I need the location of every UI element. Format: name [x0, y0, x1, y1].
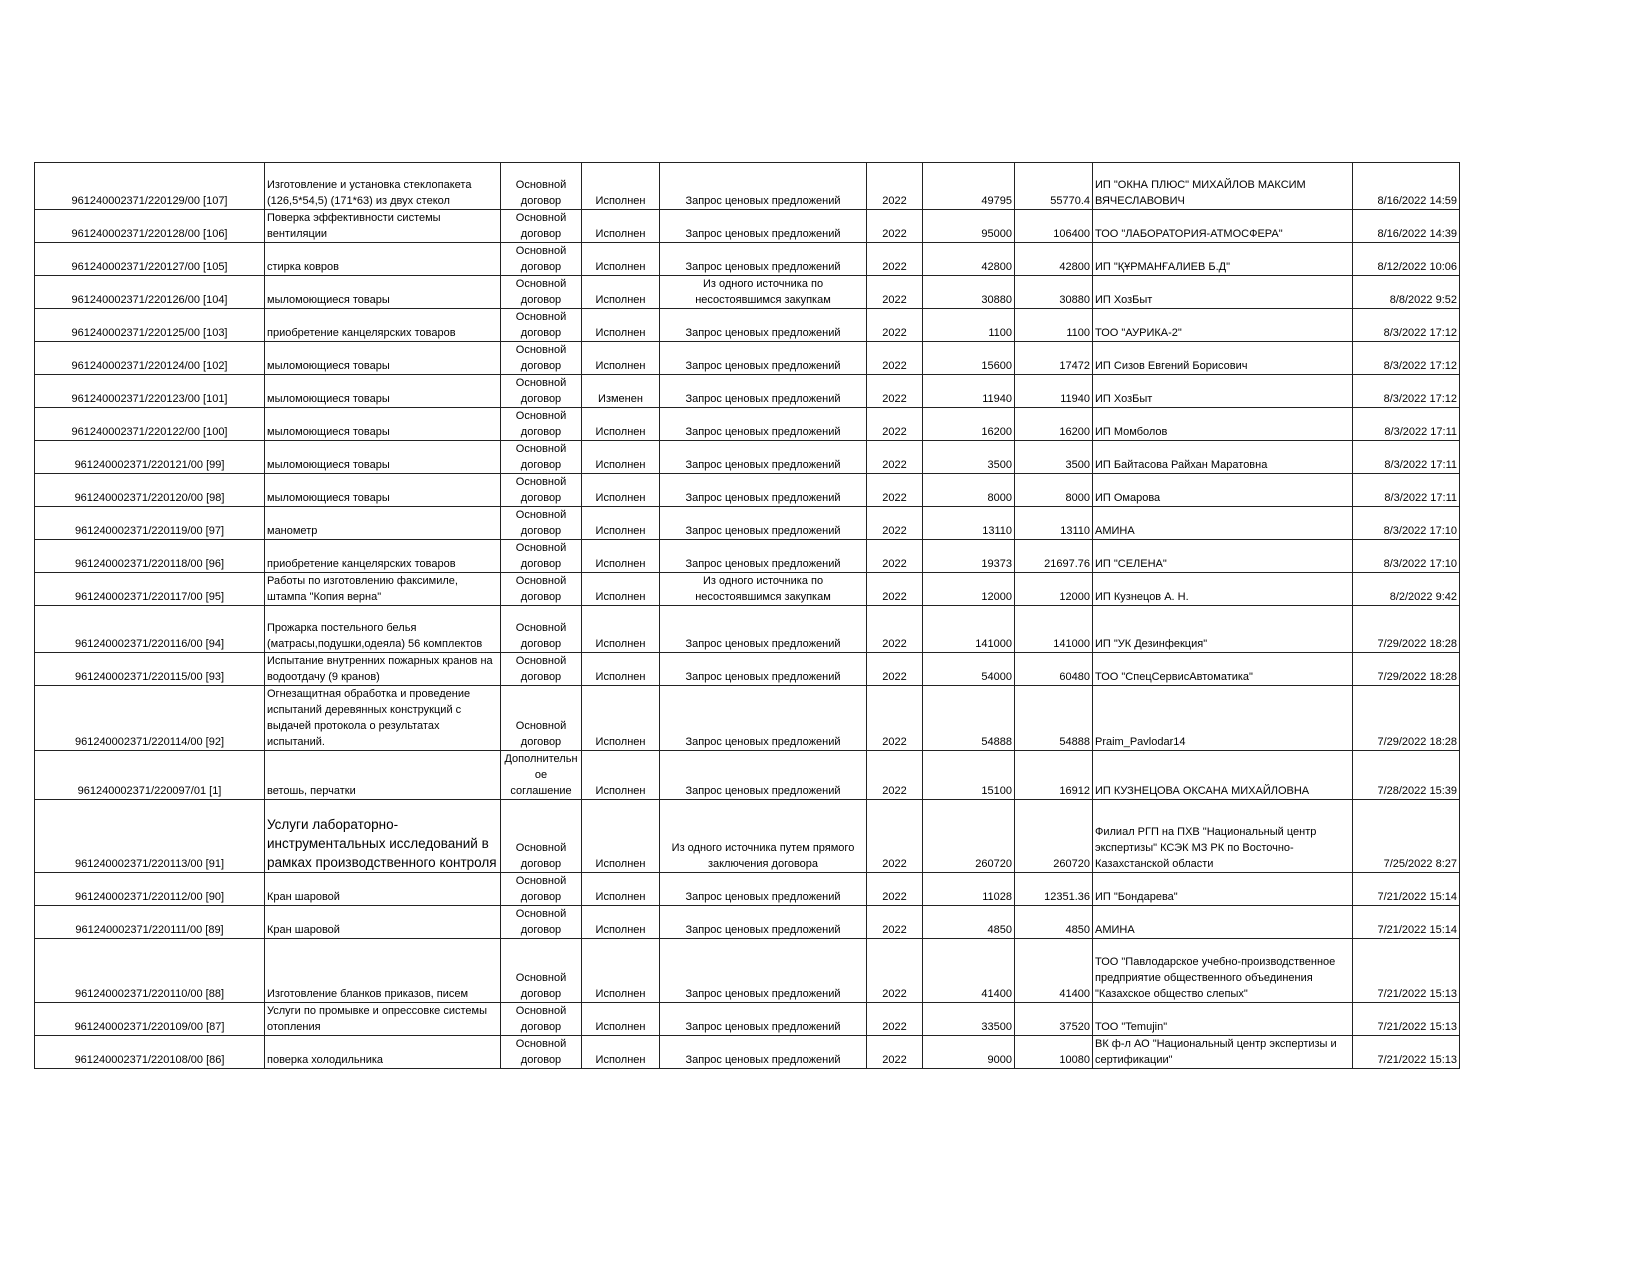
cell-year: 2022	[867, 342, 923, 375]
cell-year: 2022	[867, 408, 923, 441]
cell-procurement-method: Запрос ценовых предложений	[660, 375, 867, 408]
cell-date: 8/3/2022 17:11	[1353, 441, 1460, 474]
cell-status: Исполнен	[582, 474, 660, 507]
cell-contract-type: Основной договор	[501, 276, 582, 309]
cell-subject: стирка ковров	[265, 243, 501, 276]
cell-year: 2022	[867, 606, 923, 653]
cell-amount: 42800	[923, 243, 1015, 276]
cell-subject: мыломоющиеся товары	[265, 375, 501, 408]
cell-amount-with-vat: 54888	[1015, 686, 1093, 751]
cell-amount-with-vat: 3500	[1015, 441, 1093, 474]
cell-supplier: ТОО "Павлодарское учебно-производственное предприятие общественного объединения "Казахское общество слепых"	[1093, 939, 1353, 1003]
cell-amount-with-vat: 42800	[1015, 243, 1093, 276]
cell-contract-type: Дополнительное соглашение	[501, 751, 582, 800]
table-row	[35, 939, 1460, 1003]
cell-subject: приобретение канцелярских товаров	[265, 540, 501, 573]
cell-year: 2022	[867, 573, 923, 606]
cell-subject: мыломоющиеся товары	[265, 342, 501, 375]
cell-amount-with-vat: 16912	[1015, 751, 1093, 800]
cell-year: 2022	[867, 474, 923, 507]
cell-amount: 8000	[923, 474, 1015, 507]
table-row	[35, 507, 1460, 540]
cell-procurement-method: Из одного источника по несостоявшимся закупкам	[660, 276, 867, 309]
cell-supplier: ИП "ҚҰРМАНҒАЛИЕВ Б.Д"	[1093, 243, 1353, 276]
table-row	[35, 1036, 1460, 1069]
cell-supplier: ВК ф-л АО "Национальный центр экспертизы и сертификации"	[1093, 1036, 1353, 1069]
cell-supplier: ИП Момболов	[1093, 408, 1353, 441]
cell-year: 2022	[867, 507, 923, 540]
cell-contract-number: 961240002371/220120/00 [98]	[35, 474, 265, 507]
cell-year: 2022	[867, 1003, 923, 1036]
cell-subject: мыломоющиеся товары	[265, 441, 501, 474]
cell-subject: Испытание внутренних пожарных кранов на водоотдачу (9 кранов)	[265, 653, 501, 686]
cell-subject: поверка холодильника	[265, 1036, 501, 1069]
cell-contract-number: 961240002371/220113/00 [91]	[35, 800, 265, 873]
cell-procurement-method: Запрос ценовых предложений	[660, 540, 867, 573]
cell-contract-number: 961240002371/220121/00 [99]	[35, 441, 265, 474]
cell-date: 8/3/2022 17:10	[1353, 507, 1460, 540]
cell-contract-number: 961240002371/220097/01 [1]	[35, 751, 265, 800]
cell-date: 7/29/2022 18:28	[1353, 686, 1460, 751]
cell-contract-type: Основной договор	[501, 939, 582, 1003]
table-row	[35, 243, 1460, 276]
cell-status: Исполнен	[582, 606, 660, 653]
cell-date: 8/12/2022 10:06	[1353, 243, 1460, 276]
cell-subject: мыломоющиеся товары	[265, 276, 501, 309]
cell-amount-with-vat: 12351.36	[1015, 873, 1093, 906]
cell-amount: 95000	[923, 210, 1015, 243]
cell-procurement-method: Запрос ценовых предложений	[660, 873, 867, 906]
cell-contract-number: 961240002371/220114/00 [92]	[35, 686, 265, 751]
cell-amount: 260720	[923, 800, 1015, 873]
cell-year: 2022	[867, 1036, 923, 1069]
cell-date: 7/29/2022 18:28	[1353, 606, 1460, 653]
cell-supplier: ТОО "Temujin"	[1093, 1003, 1353, 1036]
cell-date: 8/16/2022 14:59	[1353, 163, 1460, 210]
table-body	[35, 163, 1460, 1069]
cell-amount: 30880	[923, 276, 1015, 309]
cell-supplier: ТОО "СпецСервисАвтоматика"	[1093, 653, 1353, 686]
cell-amount: 13110	[923, 507, 1015, 540]
cell-contract-type: Основной договор	[501, 573, 582, 606]
cell-year: 2022	[867, 653, 923, 686]
cell-supplier: ИП ХозБыт	[1093, 375, 1353, 408]
cell-status: Исполнен	[582, 441, 660, 474]
cell-status: Исполнен	[582, 686, 660, 751]
cell-amount-with-vat: 60480	[1015, 653, 1093, 686]
cell-status: Исполнен	[582, 408, 660, 441]
cell-amount-with-vat: 16200	[1015, 408, 1093, 441]
cell-amount-with-vat: 4850	[1015, 906, 1093, 939]
table-row	[35, 210, 1460, 243]
cell-subject: Кран шаровой	[265, 906, 501, 939]
table-row	[35, 408, 1460, 441]
cell-contract-type: Основной договор	[501, 243, 582, 276]
table-row	[35, 800, 1460, 873]
cell-amount: 4850	[923, 906, 1015, 939]
contracts-table	[34, 162, 1460, 1069]
cell-supplier: ИП Кузнецов А. Н.	[1093, 573, 1353, 606]
cell-amount: 12000	[923, 573, 1015, 606]
table-row	[35, 441, 1460, 474]
cell-status: Исполнен	[582, 906, 660, 939]
table-row	[35, 540, 1460, 573]
cell-contract-type: Основной договор	[501, 906, 582, 939]
cell-contract-type: Основной договор	[501, 653, 582, 686]
cell-subject: Поверка эффективности системы вентиляции	[265, 210, 501, 243]
cell-supplier: АМИНА	[1093, 507, 1353, 540]
cell-contract-type: Основной договор	[501, 375, 582, 408]
table-row	[35, 751, 1460, 800]
cell-supplier: ИП "УК Дезинфекция"	[1093, 606, 1353, 653]
cell-status: Исполнен	[582, 210, 660, 243]
cell-amount-with-vat: 13110	[1015, 507, 1093, 540]
cell-contract-number: 961240002371/220129/00 [107]	[35, 163, 265, 210]
cell-amount: 19373	[923, 540, 1015, 573]
table-row	[35, 873, 1460, 906]
cell-status: Исполнен	[582, 1036, 660, 1069]
cell-procurement-method: Запрос ценовых предложений	[660, 686, 867, 751]
cell-procurement-method: Из одного источника путем прямого заключения договора	[660, 800, 867, 873]
cell-supplier: ИП "ОКНА ПЛЮС" МИХАЙЛОВ МАКСИМ ВЯЧЕСЛАВОВИЧ	[1093, 163, 1353, 210]
cell-procurement-method: Запрос ценовых предложений	[660, 751, 867, 800]
cell-status: Исполнен	[582, 939, 660, 1003]
cell-procurement-method: Из одного источника по несостоявшимся закупкам	[660, 573, 867, 606]
cell-status: Исполнен	[582, 342, 660, 375]
cell-year: 2022	[867, 309, 923, 342]
cell-subject: ветошь, перчатки	[265, 751, 501, 800]
cell-status: Исполнен	[582, 751, 660, 800]
cell-year: 2022	[867, 540, 923, 573]
cell-procurement-method: Запрос ценовых предложений	[660, 1036, 867, 1069]
table-row	[35, 653, 1460, 686]
table-row	[35, 606, 1460, 653]
cell-supplier: ТОО "ЛАБОРАТОРИЯ-АТМОСФЕРА"	[1093, 210, 1353, 243]
cell-amount-with-vat: 17472	[1015, 342, 1093, 375]
cell-status: Исполнен	[582, 540, 660, 573]
cell-year: 2022	[867, 939, 923, 1003]
cell-contract-number: 961240002371/220119/00 [97]	[35, 507, 265, 540]
cell-contract-type: Основной договор	[501, 540, 582, 573]
cell-contract-number: 961240002371/220111/00 [89]	[35, 906, 265, 939]
cell-date: 8/3/2022 17:11	[1353, 408, 1460, 441]
cell-status: Исполнен	[582, 507, 660, 540]
cell-supplier: ИП Омарова	[1093, 474, 1353, 507]
cell-amount-with-vat: 21697.76	[1015, 540, 1093, 573]
cell-subject: мыломоющиеся товары	[265, 474, 501, 507]
cell-contract-type: Основной договор	[501, 686, 582, 751]
cell-supplier: ИП Байтасова Райхан Маратовна	[1093, 441, 1353, 474]
table-row	[35, 474, 1460, 507]
cell-contract-number: 961240002371/220118/00 [96]	[35, 540, 265, 573]
table-row	[35, 573, 1460, 606]
cell-year: 2022	[867, 873, 923, 906]
cell-amount: 1100	[923, 309, 1015, 342]
cell-procurement-method: Запрос ценовых предложений	[660, 906, 867, 939]
cell-year: 2022	[867, 276, 923, 309]
cell-contract-type: Основной договор	[501, 1003, 582, 1036]
cell-amount: 49795	[923, 163, 1015, 210]
cell-supplier: ИП Сизов Евгений Борисович	[1093, 342, 1353, 375]
cell-date: 7/29/2022 18:28	[1353, 653, 1460, 686]
cell-contract-type: Основной договор	[501, 441, 582, 474]
table-row	[35, 276, 1460, 309]
cell-amount-with-vat: 260720	[1015, 800, 1093, 873]
cell-status: Исполнен	[582, 309, 660, 342]
cell-procurement-method: Запрос ценовых предложений	[660, 309, 867, 342]
cell-date: 7/21/2022 15:14	[1353, 906, 1460, 939]
cell-status: Исполнен	[582, 1003, 660, 1036]
cell-subject: Кран шаровой	[265, 873, 501, 906]
cell-status: Изменен	[582, 375, 660, 408]
cell-amount-with-vat: 12000	[1015, 573, 1093, 606]
cell-amount: 11028	[923, 873, 1015, 906]
cell-subject: мыломоющиеся товары	[265, 408, 501, 441]
cell-year: 2022	[867, 800, 923, 873]
cell-year: 2022	[867, 210, 923, 243]
cell-supplier: ИП "СЕЛЕНА"	[1093, 540, 1353, 573]
cell-date: 8/3/2022 17:11	[1353, 474, 1460, 507]
cell-amount: 141000	[923, 606, 1015, 653]
cell-supplier: ИП КУЗНЕЦОВА ОКСАНА МИХАЙЛОВНА	[1093, 751, 1353, 800]
cell-date: 8/3/2022 17:12	[1353, 375, 1460, 408]
cell-contract-number: 961240002371/220109/00 [87]	[35, 1003, 265, 1036]
cell-procurement-method: Запрос ценовых предложений	[660, 441, 867, 474]
cell-subject: Услуги лабораторно-инструментальных исследований в рамках производственного контроля	[265, 800, 501, 873]
cell-amount-with-vat: 141000	[1015, 606, 1093, 653]
cell-contract-number: 961240002371/220126/00 [104]	[35, 276, 265, 309]
cell-contract-type: Основной договор	[501, 408, 582, 441]
table-row	[35, 163, 1460, 210]
cell-amount-with-vat: 37520	[1015, 1003, 1093, 1036]
cell-amount-with-vat: 10080	[1015, 1036, 1093, 1069]
cell-status: Исполнен	[582, 873, 660, 906]
cell-amount-with-vat: 11940	[1015, 375, 1093, 408]
cell-amount: 16200	[923, 408, 1015, 441]
cell-year: 2022	[867, 375, 923, 408]
cell-subject: приобретение канцелярских товаров	[265, 309, 501, 342]
table-row	[35, 375, 1460, 408]
cell-procurement-method: Запрос ценовых предложений	[660, 653, 867, 686]
cell-year: 2022	[867, 906, 923, 939]
cell-amount-with-vat: 55770.4	[1015, 163, 1093, 210]
cell-contract-type: Основной договор	[501, 873, 582, 906]
cell-contract-number: 961240002371/220122/00 [100]	[35, 408, 265, 441]
cell-date: 7/21/2022 15:13	[1353, 1036, 1460, 1069]
cell-year: 2022	[867, 163, 923, 210]
cell-date: 8/3/2022 17:10	[1353, 540, 1460, 573]
cell-subject: Прожарка постельного белья (матрасы,подушки,одеяла) 56 комплектов	[265, 606, 501, 653]
cell-subject: Изготовление и установка стеклопакета (126,5*54,5) (171*63) из двух стекол	[265, 163, 501, 210]
cell-amount: 41400	[923, 939, 1015, 1003]
cell-procurement-method: Запрос ценовых предложений	[660, 507, 867, 540]
cell-contract-type: Основной договор	[501, 1036, 582, 1069]
cell-amount: 9000	[923, 1036, 1015, 1069]
cell-contract-type: Основной договор	[501, 474, 582, 507]
cell-date: 8/2/2022 9:42	[1353, 573, 1460, 606]
cell-procurement-method: Запрос ценовых предложений	[660, 342, 867, 375]
cell-procurement-method: Запрос ценовых предложений	[660, 606, 867, 653]
cell-supplier: ТОО "АУРИКА-2"	[1093, 309, 1353, 342]
table-row	[35, 686, 1460, 751]
table-row	[35, 342, 1460, 375]
cell-subject: Огнезащитная обработка и проведение испытаний деревянных конструкций с выдачей протокола о результатах испытаний.	[265, 686, 501, 751]
cell-procurement-method: Запрос ценовых предложений	[660, 474, 867, 507]
cell-status: Исполнен	[582, 653, 660, 686]
cell-amount: 3500	[923, 441, 1015, 474]
cell-date: 7/21/2022 15:14	[1353, 873, 1460, 906]
cell-status: Исполнен	[582, 243, 660, 276]
cell-contract-number: 961240002371/220116/00 [94]	[35, 606, 265, 653]
cell-supplier: ИП "Бондарева"	[1093, 873, 1353, 906]
table-row	[35, 906, 1460, 939]
cell-procurement-method: Запрос ценовых предложений	[660, 1003, 867, 1036]
cell-contract-number: 961240002371/220115/00 [93]	[35, 653, 265, 686]
cell-amount-with-vat: 8000	[1015, 474, 1093, 507]
cell-year: 2022	[867, 441, 923, 474]
cell-supplier: АМИНА	[1093, 906, 1353, 939]
cell-procurement-method: Запрос ценовых предложений	[660, 243, 867, 276]
cell-contract-number: 961240002371/220123/00 [101]	[35, 375, 265, 408]
cell-status: Исполнен	[582, 163, 660, 210]
cell-procurement-method: Запрос ценовых предложений	[660, 163, 867, 210]
cell-amount: 54888	[923, 686, 1015, 751]
cell-subject: Работы по изготовлению факсимиле, штампа "Копия верна"	[265, 573, 501, 606]
cell-supplier: ИП ХозБыт	[1093, 276, 1353, 309]
cell-procurement-method: Запрос ценовых предложений	[660, 939, 867, 1003]
cell-amount-with-vat: 41400	[1015, 939, 1093, 1003]
cell-amount: 33500	[923, 1003, 1015, 1036]
cell-date: 8/8/2022 9:52	[1353, 276, 1460, 309]
cell-contract-type: Основной договор	[501, 507, 582, 540]
cell-date: 8/16/2022 14:39	[1353, 210, 1460, 243]
cell-subject: манометр	[265, 507, 501, 540]
cell-date: 7/28/2022 15:39	[1353, 751, 1460, 800]
cell-contract-type: Основной договор	[501, 342, 582, 375]
cell-amount: 15600	[923, 342, 1015, 375]
cell-subject: Услуги по промывке и опрессовке системы отопления	[265, 1003, 501, 1036]
cell-amount-with-vat: 1100	[1015, 309, 1093, 342]
cell-amount: 11940	[923, 375, 1015, 408]
cell-supplier: Praim_Pavlodar14	[1093, 686, 1353, 751]
cell-year: 2022	[867, 243, 923, 276]
cell-date: 7/21/2022 15:13	[1353, 939, 1460, 1003]
cell-date: 7/25/2022 8:27	[1353, 800, 1460, 873]
cell-status: Исполнен	[582, 573, 660, 606]
cell-amount-with-vat: 106400	[1015, 210, 1093, 243]
cell-procurement-method: Запрос ценовых предложений	[660, 408, 867, 441]
cell-contract-type: Основной договор	[501, 800, 582, 873]
cell-amount-with-vat: 30880	[1015, 276, 1093, 309]
cell-procurement-method: Запрос ценовых предложений	[660, 210, 867, 243]
cell-contract-type: Основной договор	[501, 163, 582, 210]
cell-contract-number: 961240002371/220125/00 [103]	[35, 309, 265, 342]
cell-date: 8/3/2022 17:12	[1353, 342, 1460, 375]
cell-contract-number: 961240002371/220117/00 [95]	[35, 573, 265, 606]
cell-amount: 54000	[923, 653, 1015, 686]
cell-contract-number: 961240002371/220108/00 [86]	[35, 1036, 265, 1069]
table-row	[35, 309, 1460, 342]
cell-contract-number: 961240002371/220124/00 [102]	[35, 342, 265, 375]
cell-contract-type: Основной договор	[501, 606, 582, 653]
cell-contract-number: 961240002371/220128/00 [106]	[35, 210, 265, 243]
cell-status: Исполнен	[582, 276, 660, 309]
cell-supplier: Филиал РГП на ПХВ "Национальный центр экспертизы" КСЭК МЗ РК по Восточно-Казахстанской области	[1093, 800, 1353, 873]
cell-contract-number: 961240002371/220112/00 [90]	[35, 873, 265, 906]
cell-date: 8/3/2022 17:12	[1353, 309, 1460, 342]
cell-year: 2022	[867, 686, 923, 751]
table-row	[35, 1003, 1460, 1036]
cell-contract-number: 961240002371/220127/00 [105]	[35, 243, 265, 276]
cell-year: 2022	[867, 751, 923, 800]
cell-contract-number: 961240002371/220110/00 [88]	[35, 939, 265, 1003]
cell-contract-type: Основной договор	[501, 309, 582, 342]
cell-amount: 15100	[923, 751, 1015, 800]
cell-contract-type: Основной договор	[501, 210, 582, 243]
cell-subject: Изготовление бланков приказов, писем	[265, 939, 501, 1003]
cell-date: 7/21/2022 15:13	[1353, 1003, 1460, 1036]
cell-status: Исполнен	[582, 800, 660, 873]
